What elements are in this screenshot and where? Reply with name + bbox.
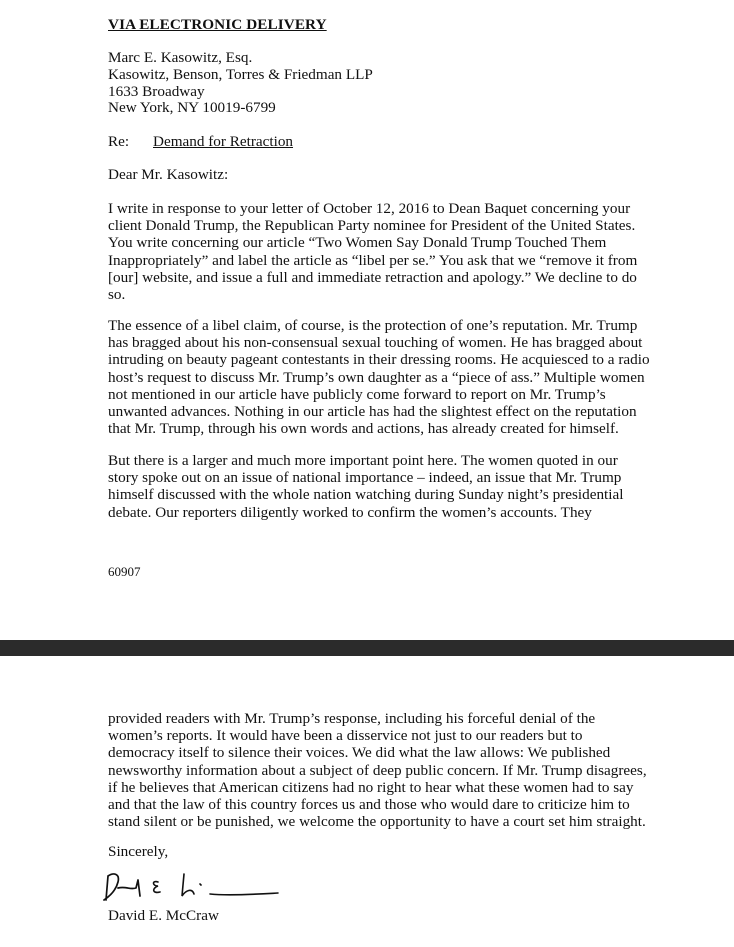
page-divider [0,640,734,656]
text-line: himself discussed with the whole nation watching during Sunday night’s presidential [108,486,624,504]
recipient-address [108,50,373,117]
handwritten-signature [100,866,290,908]
re-label: Re: [108,133,130,150]
closing: Sincerely, [108,843,169,860]
text-line: host’s request to discuss Mr. Trump’s own daughter as a “piece of ass.” Multiple women [108,368,645,386]
text-line: unwanted advances. Nothing in our article has had the slightest effect on the reputation [108,403,637,421]
address-line: Kasowitz, Benson, Torres & Friedman LLP [108,65,373,83]
text-line: provided readers with Mr. Trump’s response, including his forceful denial of the [108,710,596,727]
signer-name: David E. McCraw [108,907,219,924]
paragraph-3 [108,452,623,521]
text-line: debate. Our reporters diligently worked to confirm the women’s accounts. They [108,503,592,521]
address-line: Marc E. Kasowitz, Esq. [108,49,253,66]
text-line: women’s reports. It would have been a disservice not just to our readers but to [108,727,583,745]
text-line: newsworthy information about a subject of deep public concern. If Mr. Trump disagrees, [108,761,647,779]
text-line: intruding on beauty pageant contestants in their dressing rooms. He acquiesced to a radio [108,351,650,369]
text-line: and that the law of this country forces us and those who would dare to criticize him to [108,796,630,814]
address-line: 1633 Broadway [108,82,205,100]
paragraph-1 [108,200,637,303]
text-line: I write in response to your letter of October 12, 2016 to Dean Baquet concerning your [108,200,631,217]
text-line: democracy itself to silence their voices. We did what the law allows: We published [108,744,611,762]
text-line: [our] website, and issue a full and immediate retraction and apology.” We decline to do [108,268,637,286]
paragraph-2 [108,317,650,437]
text-line: You write concerning our article “Two Women Say Donald Trump Touched Them [108,234,607,252]
text-line: not mentioned in our article have publicly come forward to report on Mr. Trump’s [108,385,606,403]
text-line: that Mr. Trump, through his own words and actions, has already created for himself. [108,420,619,438]
text-line: But there is a larger and much more important point here. The women quoted in our [108,452,618,469]
document-number: 60907 [108,564,141,579]
address-line: New York, NY 10019-6799 [108,99,276,117]
text-line: has bragged about his non-consensual sexual touching of women. He has bragged about [108,334,643,352]
salutation: Dear Mr. Kasowitz: [108,166,229,183]
paragraph-4 [108,710,647,830]
text-line: Inappropriately” and label the article as “libel per se.” You ask that we “remove it from [108,251,638,269]
text-line: so. [108,286,126,304]
text-line: if he believes that American citizens had no right to hear what these women had to say [108,778,634,796]
delivery-heading: VIA ELECTRONIC DELIVERY [108,16,327,33]
re-subject: Demand for Retraction [153,133,294,150]
text-line: story spoke out on an issue of national importance – indeed, an issue that Mr. Trump [108,469,622,487]
text-line: The essence of a libel claim, of course, is the protection of one’s reputation. Mr. Trump [108,317,638,334]
text-line: client Donald Trump, the Republican Party nominee for President of the United States. [108,217,636,235]
text-line: stand silent or be punished, we welcome the opportunity to have a court set him straight. [108,813,646,831]
